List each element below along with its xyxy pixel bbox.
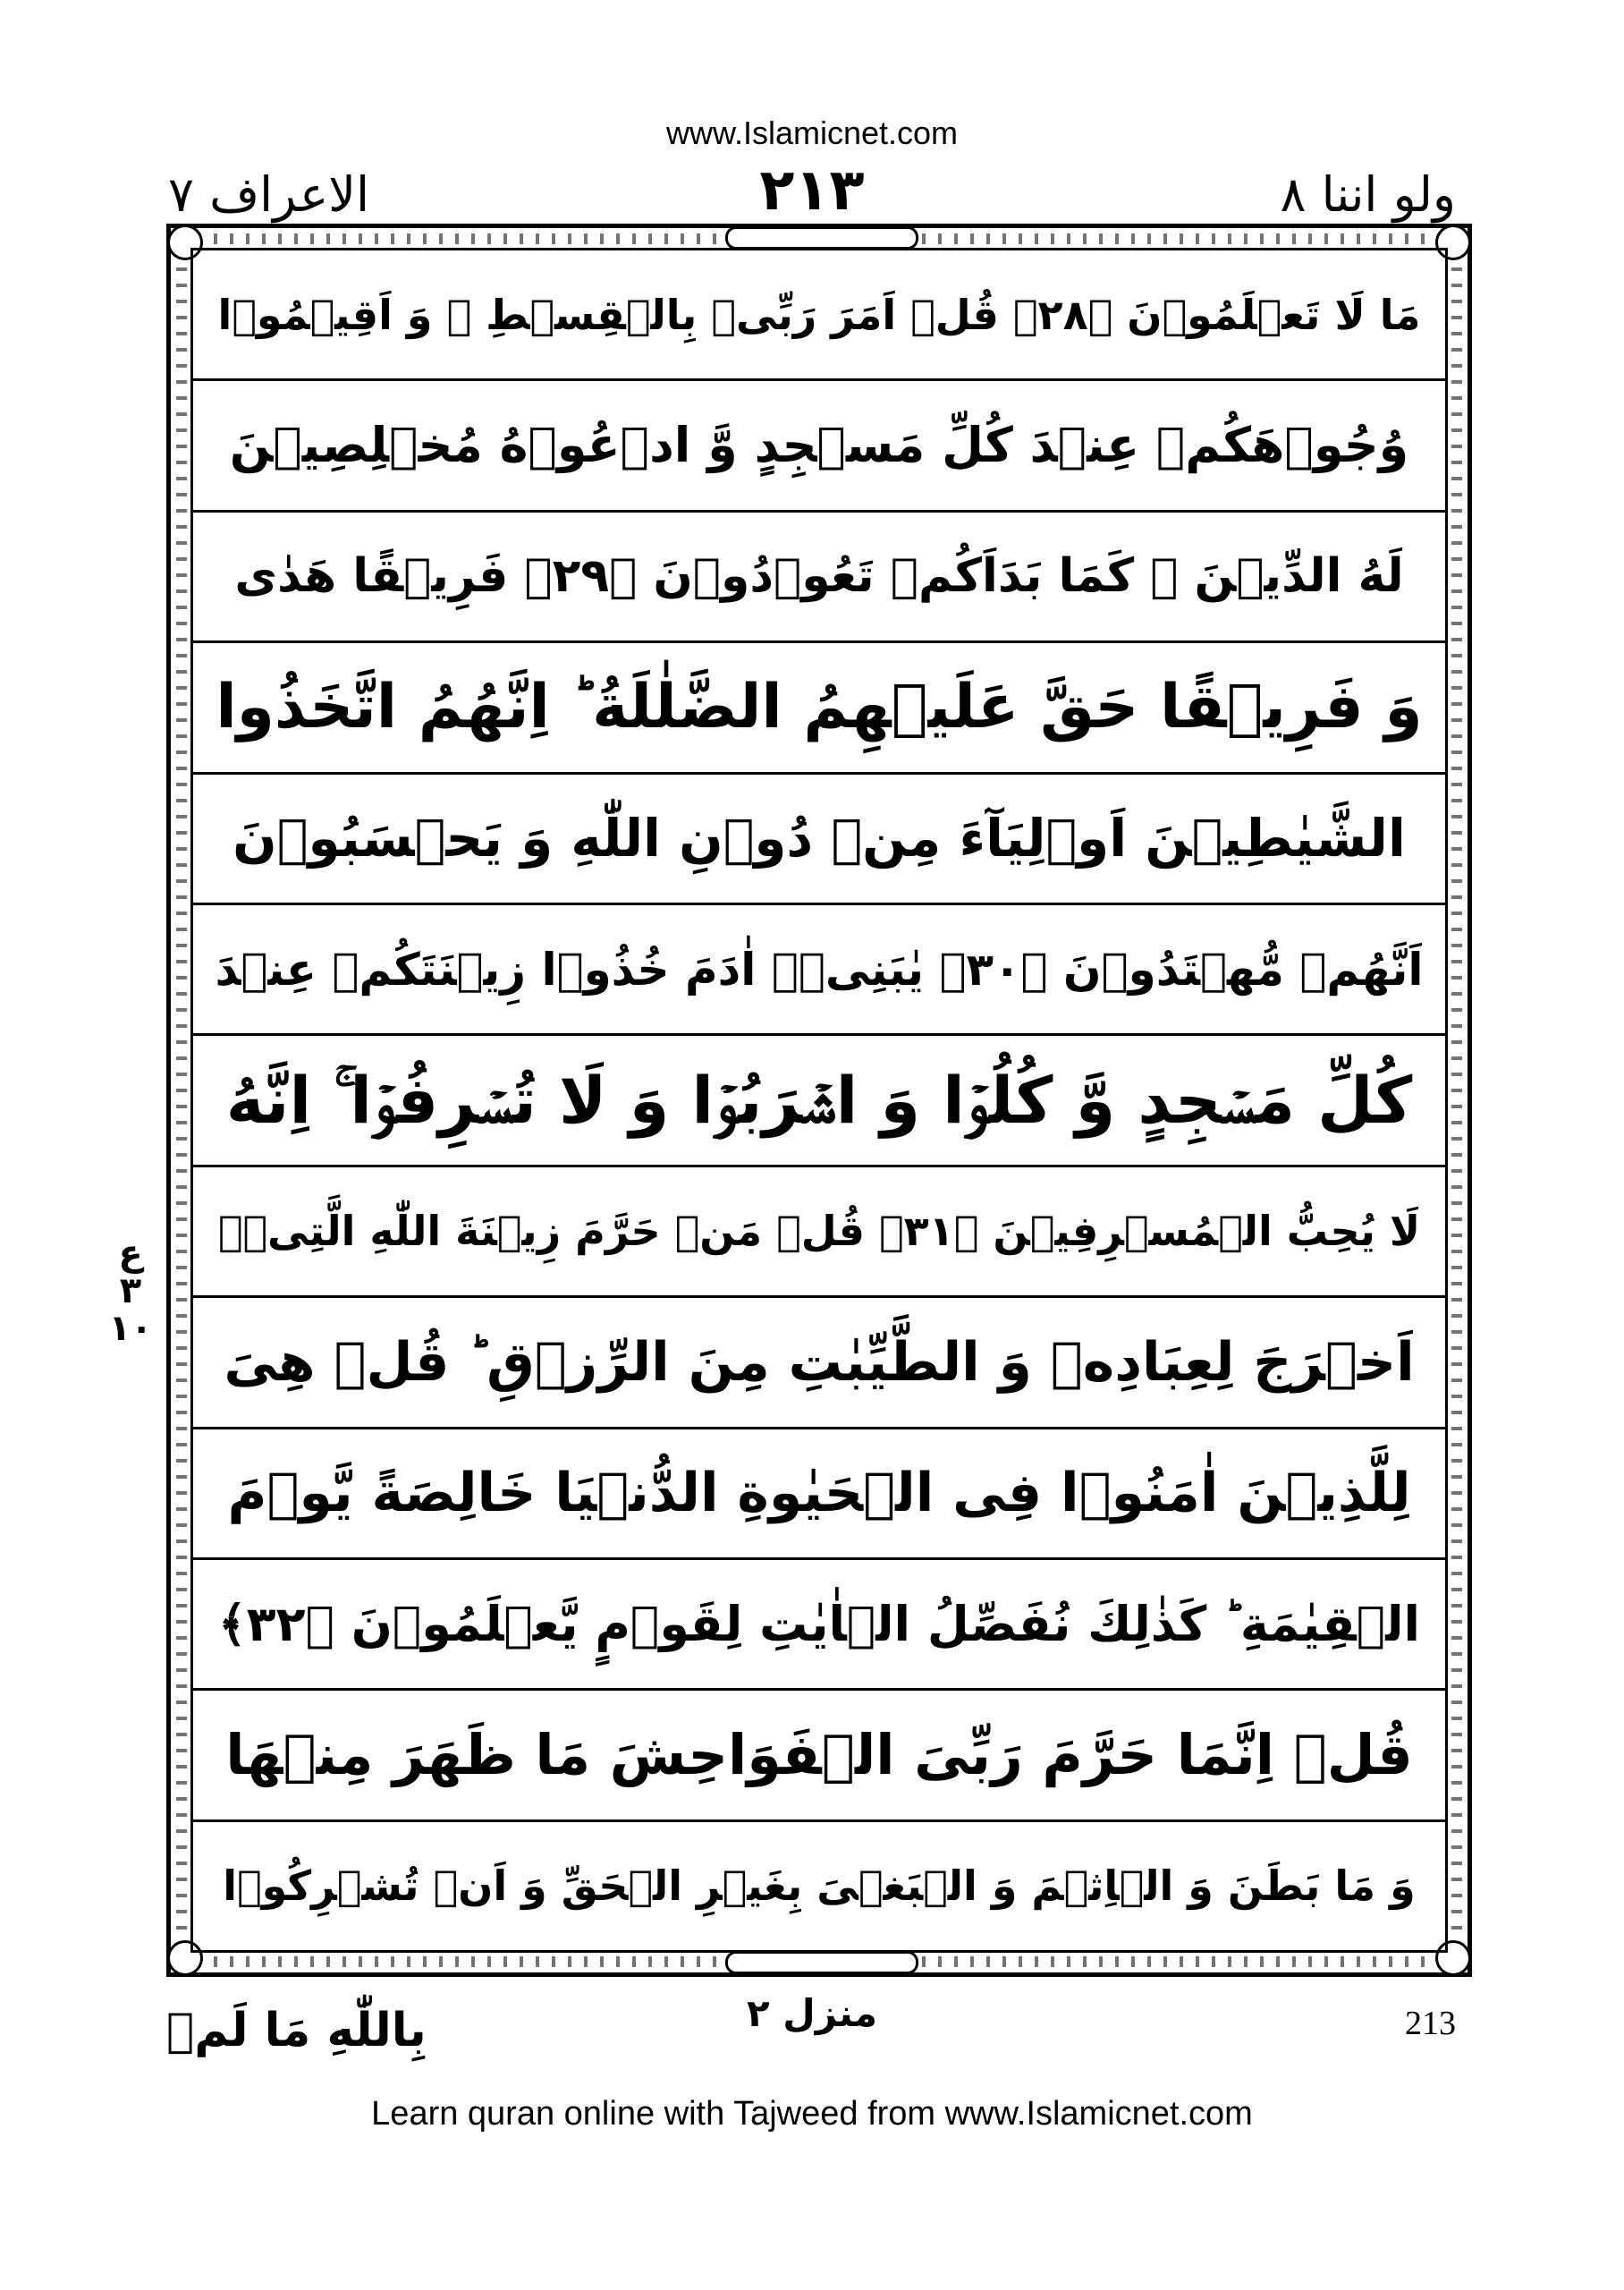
- verse-line-12: قُلۡ اِنَّمَا حَرَّمَ رَبِّیَ الۡفَوَاحِشَ مَا ظَهَرَ مِنۡهَا: [193, 1691, 1445, 1821]
- bottom-promo-text: Learn quran online with Tajweed from www.Islamicnet.com: [371, 2095, 1253, 2133]
- verse-line-3: لَهُ الدِّیۡنَ ۬ كَمَا بَدَاَكُمۡ تَعُوۡدُوۡنَ ﴿۲۹﴾ فَرِیۡقًا هَدٰی: [193, 513, 1445, 643]
- page-number: 213: [1405, 2005, 1456, 2042]
- juz-header: ولو اننا ۸: [1280, 166, 1456, 223]
- ruku-margin-note: ع ۳ ۱۰: [108, 1233, 153, 1349]
- catchword: بِاللّٰهِ مَا لَمۡ: [166, 2004, 427, 2057]
- top-cartouche-icon: [725, 226, 918, 250]
- site-url: www.Islamicnet.com: [665, 114, 959, 151]
- page-number-arabic: ٢١٣: [759, 157, 865, 224]
- frame-ornament-right: [1451, 255, 1462, 1946]
- surah-header: الاعراف ۷: [168, 166, 369, 223]
- verse-lines: [193, 250, 1445, 1950]
- verse-line-2: وُجُوۡهَكُمۡ عِنۡدَ كُلِّ مَسۡجِدٍ وَّ ادۡعُوۡهُ مُخۡلِصِیۡنَ: [193, 381, 1445, 512]
- verse-line-5: الشَّیٰطِیۡنَ اَوۡلِیَآءَ مِنۡ دُوۡنِ اللّٰهِ وَ یَحۡسَبُوۡنَ: [193, 775, 1445, 905]
- verse-line-4: وَ فَرِیۡقًا حَقَّ عَلَیۡهِمُ الضَّلٰلَةُ ؕ اِنَّهُمُ اتَّخَذُوا: [193, 643, 1445, 774]
- verse-line-9: اَخۡرَجَ لِعِبَادِهٖ وَ الطَّیِّبٰتِ مِنَ الرِّزۡقِ ؕ قُلۡ هِیَ: [193, 1298, 1445, 1429]
- verse-line-1: مَا لَا تَعۡلَمُوۡنَ ﴿۲۸﴾ قُلۡ اَمَرَ رَبِّیۡ بِالۡقِسۡطِ ۟ وَ اَقِیۡمُوۡا: [193, 250, 1445, 381]
- frame-ornament-left: [176, 255, 187, 1946]
- verse-line-10: لِلَّذِیۡنَ اٰمَنُوۡا فِی الۡحَیٰوةِ الدُّنۡیَا خَالِصَةً یَّوۡمَ: [193, 1429, 1445, 1560]
- verse-line-13: وَ مَا بَطَنَ وَ الۡاِثۡمَ وَ الۡبَغۡیَ بِغَیۡرِ الۡحَقِّ وَ اَنۡ تُشۡرِكُوۡا: [223, 1862, 1416, 1911]
- bottom-cartouche-icon: [725, 1951, 918, 1974]
- ornamental-frame: [166, 224, 1472, 1977]
- verse-line-8: لَا یُحِبُّ الۡمُسۡرِفِیۡنَ ﴿۳۱﴾ قُلۡ مَنۡ حَرَّمَ زِیۡنَةَ اللّٰهِ الَّتِیۡۤ: [193, 1167, 1445, 1298]
- verse-line-7: كُلِّ مَسۡجِدٍ وَّ كُلُوۡا وَ اشۡرَبُوۡا وَ لَا تُسۡرِفُوۡا ۚ اِنَّهُ: [193, 1036, 1445, 1166]
- text-panel: [190, 248, 1448, 1953]
- manzil-label: منزل ۲: [747, 1991, 877, 2035]
- verse-line-11: الۡقِیٰمَةِ ؕ كَذٰلِكَ نُفَصِّلُ الۡاٰیٰتِ لِقَوۡمٍ یَّعۡلَمُوۡنَ ﴿۳۲﴾: [193, 1560, 1445, 1691]
- verse-line-6: اَنَّهُمۡ مُّهۡتَدُوۡنَ ﴿۳۰﴾ یٰبَنِیۡۤ اٰدَمَ خُذُوۡا زِیۡنَتَكُمۡ عِنۡدَ: [193, 905, 1445, 1036]
